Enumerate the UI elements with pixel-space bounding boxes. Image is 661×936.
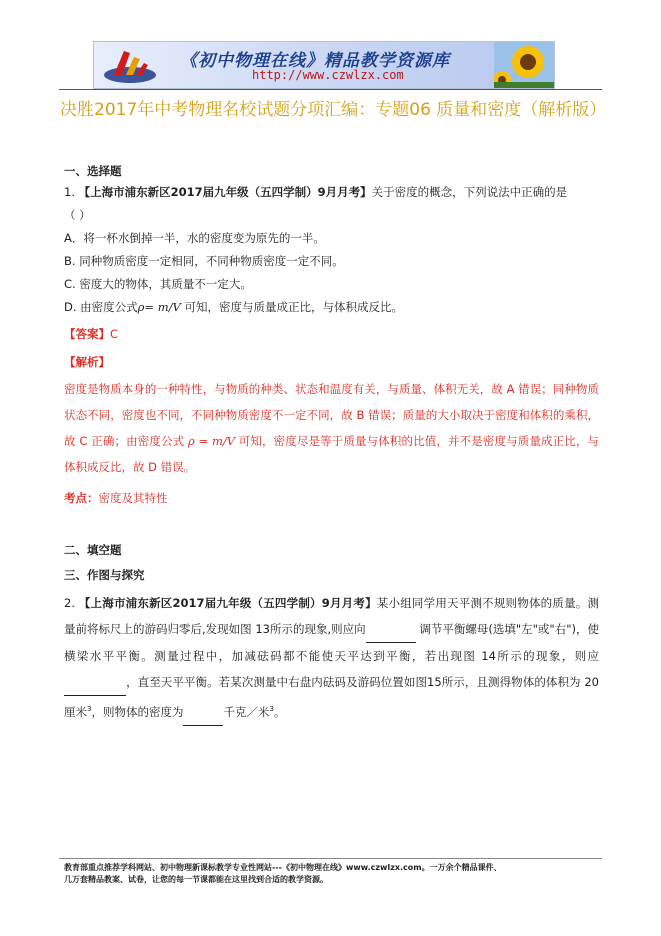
question-number: 2.	[64, 596, 79, 610]
blank-3[interactable]	[183, 699, 223, 726]
q2-text-4: ，则物体的密度为	[91, 704, 184, 719]
logo-icon	[100, 45, 158, 85]
question-source: 【上海市浦东新区2017届九年级（五四学制）9月月考】	[78, 596, 377, 610]
option-a: A．将一杯水倒掉一半，水的密度变为原先的一半。	[64, 231, 325, 245]
q2-text-5: 千克／米	[223, 704, 270, 719]
question-number: 1.	[64, 185, 79, 199]
header-banner	[93, 41, 555, 89]
analysis-formula: ρ = m/V	[187, 434, 236, 448]
question-1-stem	[64, 184, 567, 200]
superscript-3: 3	[87, 705, 92, 713]
kaodian-label: 考点：	[64, 491, 99, 505]
answer-line	[64, 326, 118, 342]
density-formula: ρ= m/V	[137, 300, 181, 314]
analysis-label: 【解析】	[64, 355, 110, 369]
sunflower-icon	[494, 42, 554, 88]
q2-text-3: ，直至天平平衡。若某次测量中右盘内砝码及游码位置如图15所示，且测得物体的体积为 20厘米	[64, 675, 599, 719]
section-heading-choice: 一、选择题	[64, 164, 122, 178]
footer	[64, 862, 604, 886]
section-heading-fill: 二、填空题	[64, 543, 122, 557]
option-b: B. 同种物质密度一定相同，不同种物质密度一定不同。	[64, 254, 344, 268]
q2-text-2: 调节平衡螺母(选填"左"或"右")，使横梁水平平衡。测量过程中，加减砝码都不能使天平达到平衡，若出现图 14所示的现象，则应	[64, 622, 599, 663]
question-source: 【上海市浦东新区2017届九年级（五四学制）9月月考】	[78, 185, 372, 199]
q2-text-1: 某小组同学用天平测不规则物体的质量。测量前将标尺上的游码归零后,发现如图 13所示的现象,则应向	[64, 596, 599, 636]
header-rule	[59, 89, 602, 90]
option-d-suffix: 可知，密度与质量成正比，与体积成反比。	[180, 300, 403, 314]
footer-rule	[59, 858, 602, 859]
question-text: 关于密度的概念，下列说法中正确的是	[371, 185, 568, 199]
analysis-part-1: 密度是物质本身的一种特性，与物质的种类、状态和温度有关，与质量、体积无关，故 A 错误；同种物质状态不同，密度也不同，不同种物质密度不一定不同，故 B 错误；质量的大小取决于密度和体积的乘积，故 C 正确；由密度公式	[64, 382, 599, 448]
document-title: 决胜2017年中考物理名校试题分项汇编：专题06 质量和密度（解析版）	[60, 100, 607, 120]
footer-line-1: 教育部重点推荐学科网站、初中物理新课标教学专业性网站---《初中物理在线》www.czwlzx.com。一万余个精品课件、	[64, 863, 502, 872]
section-heading-experiment: 三、作图与探究	[64, 568, 145, 582]
answer-label: 【答案】	[64, 327, 110, 341]
option-d	[64, 299, 403, 315]
q2-text-6: 。	[273, 704, 286, 719]
analysis-part-2: 可知，密度尽是等于质量与体积的比值，并不是密度与质量成正比，与体积成反比，故 D 错误。	[64, 434, 600, 474]
kaodian-value: 密度及其特性	[98, 491, 168, 505]
analysis-text	[64, 376, 599, 480]
banner-url[interactable]: http://www.czwlzx.com	[252, 68, 404, 82]
answer-parentheses: （ ）	[64, 208, 91, 222]
option-c: C. 密度大的物体，其质量不一定大。	[64, 277, 252, 291]
banner-title: 《初中物理在线》精品教学资源库	[180, 51, 450, 71]
blank-1[interactable]	[366, 616, 416, 643]
option-d-prefix: D. 由密度公式	[64, 300, 138, 314]
superscript-3: 3	[269, 705, 274, 713]
footer-line-2: 几万套精品教案、试卷，让您的每一节课都能在这里找到合适的教学资源。	[64, 875, 328, 884]
question-2	[64, 590, 599, 726]
blank-2[interactable]	[64, 669, 126, 696]
answer-value: C	[110, 327, 119, 341]
kaodian-line	[64, 490, 168, 506]
